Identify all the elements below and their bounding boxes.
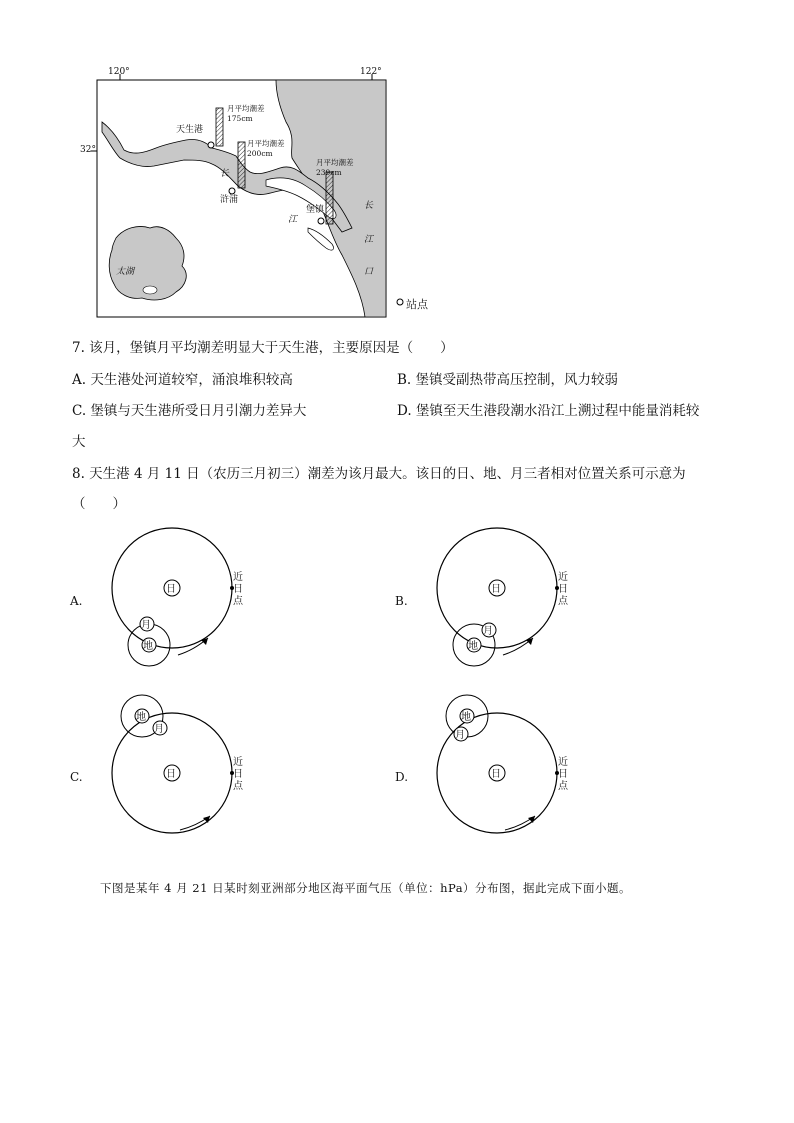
diagram-b[interactable] bbox=[385, 520, 645, 680]
q7-option-c[interactable]: C. 堡镇与天生港所受日月引潮力差异大 bbox=[72, 403, 307, 419]
moon-label-d: 月 bbox=[455, 730, 465, 741]
q7-stem: 7. 该月，堡镇月平均潮差明显大于天生港，主要原因是（ ） bbox=[72, 340, 454, 356]
moon-label-c: 月 bbox=[154, 724, 164, 735]
tide-value-1: 175cm bbox=[227, 114, 253, 123]
diagram-b-svg bbox=[385, 520, 645, 680]
map-figure bbox=[80, 60, 440, 320]
tide-value-3: 239cm bbox=[316, 168, 342, 177]
tide-title-3: 月平均潮差 bbox=[316, 158, 354, 167]
estuary-char-1: 长 bbox=[364, 201, 374, 211]
sun-label-a: 日 bbox=[166, 584, 176, 595]
diagram-c-svg bbox=[60, 690, 320, 850]
perihelion-d-2: 日 bbox=[558, 769, 568, 780]
earth-label-c: 地 bbox=[136, 712, 146, 723]
xupu-label: 浒浦 bbox=[220, 195, 239, 205]
tianshenggang-label: 天生港 bbox=[176, 125, 204, 135]
lake-island bbox=[143, 286, 157, 294]
perihelion-c-1: 近 bbox=[233, 757, 243, 768]
option-label-a: A. bbox=[70, 594, 83, 608]
tide-title-2: 月平均潮差 bbox=[247, 139, 285, 148]
earth-label-b: 地 bbox=[468, 641, 478, 652]
earth-label-a: 地 bbox=[143, 641, 153, 652]
q7-option-d[interactable]: D. 堡镇至天生港段潮水沿江上溯过程中能量消耗较 bbox=[397, 403, 700, 419]
perihelion-b-2: 日 bbox=[558, 584, 568, 595]
perihelion-a-2: 日 bbox=[233, 584, 243, 595]
q7-option-b[interactable]: B. 堡镇受副热带高压控制，风力较弱 bbox=[397, 372, 619, 388]
moon-label-b: 月 bbox=[483, 626, 493, 637]
station-tianshenggang bbox=[208, 142, 214, 148]
sun-label-c: 日 bbox=[166, 769, 176, 780]
diagram-d[interactable] bbox=[385, 690, 645, 850]
perihelion-c-2: 日 bbox=[233, 769, 243, 780]
lon-120-label: 120° bbox=[108, 67, 130, 77]
q7-option-d-cont: 大 bbox=[72, 434, 86, 450]
lon-122-label: 122° bbox=[360, 67, 382, 77]
option-label-d: D. bbox=[395, 770, 409, 784]
q8-stem-line1: 8. 天生港 4 月 11 日（农历三月初三）潮差为该月最大。该日的日、地、月三者相对位置关系可示意为 bbox=[72, 466, 686, 482]
legend-station-icon bbox=[397, 299, 403, 305]
tide-value-2: 200cm bbox=[247, 149, 273, 158]
option-label-b: B. bbox=[395, 594, 408, 608]
diagram-a-svg bbox=[60, 520, 320, 680]
next-section-intro: 下图是某年 4 月 21 日某时刻亚洲部分地区海平面气压（单位：hPa）分布图，据此完成下面小题。 bbox=[100, 881, 632, 895]
baozhen-label: 堡镇 bbox=[306, 205, 325, 215]
perihelion-c-3: 点 bbox=[233, 781, 243, 792]
arrowhead-a bbox=[201, 638, 208, 645]
lat-32-label: 32° bbox=[80, 145, 96, 155]
q7-option-a[interactable]: A. 天生港处河道较窄，涌浪堆积较高 bbox=[72, 372, 293, 388]
estuary-char-2: 江 bbox=[364, 235, 374, 245]
tide-bar-200 bbox=[238, 142, 245, 188]
map-svg bbox=[80, 60, 440, 320]
tide-bar-239 bbox=[326, 172, 333, 224]
perihelion-a-1: 近 bbox=[233, 572, 243, 583]
tide-title-1: 月平均潮差 bbox=[227, 104, 265, 113]
river-char-1: 长 bbox=[220, 169, 230, 179]
diagram-c[interactable] bbox=[60, 690, 320, 850]
perihelion-d-3: 点 bbox=[558, 781, 568, 792]
station-baozhen bbox=[318, 218, 324, 224]
sun-label-d: 日 bbox=[491, 769, 501, 780]
sun-label-b: 日 bbox=[491, 584, 501, 595]
q8-stem-line2: （ ） bbox=[72, 496, 126, 512]
moon-label-a: 月 bbox=[141, 620, 151, 631]
arrowhead-b bbox=[526, 638, 533, 645]
diagram-a[interactable] bbox=[60, 520, 320, 680]
earth-label-d: 地 bbox=[461, 712, 471, 723]
legend-label: 站点 bbox=[406, 298, 428, 311]
perihelion-d-1: 近 bbox=[558, 757, 568, 768]
perihelion-b-3: 点 bbox=[558, 596, 568, 607]
tide-bar-175 bbox=[216, 108, 223, 146]
lake-label: 太湖 bbox=[116, 267, 135, 277]
estuary-char-3: 口 bbox=[364, 267, 374, 277]
river-char-2: 江 bbox=[288, 215, 298, 225]
perihelion-b-1: 近 bbox=[558, 572, 568, 583]
perihelion-a-3: 点 bbox=[233, 596, 243, 607]
option-label-c: C. bbox=[70, 770, 83, 784]
diagram-d-svg bbox=[385, 690, 645, 850]
